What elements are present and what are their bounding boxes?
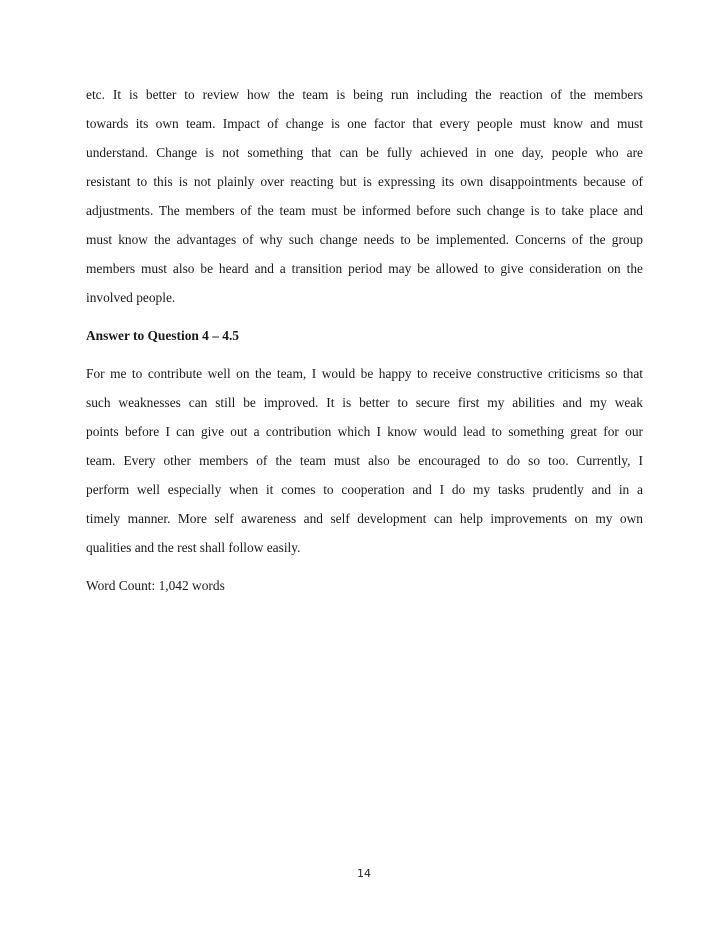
paragraph-line: team. Every other members of the team must also be encouraged to do so too. Currently, I [86, 453, 643, 468]
paragraph-line: towards its own team. Impact of change is one factor that every people must know and must [86, 116, 643, 131]
document-body [86, 80, 643, 600]
paragraph-line: involved people. [86, 290, 176, 305]
paragraph-line: timely manner. More self awareness and self development can help improvements on my own [86, 511, 643, 526]
paragraph-line: adjustments. The members of the team must be informed before such change is to take place and [86, 203, 643, 218]
paragraph-line: etc. It is better to review how the team is being run including the reaction of the members [86, 87, 643, 102]
paragraph-line: must know the advantages of why such change needs to be implemented. Concerns of the group [86, 232, 643, 247]
paragraph-change-management [86, 80, 643, 312]
word-count: Word Count: 1,042 words [86, 578, 225, 593]
paragraph-line: perform well especially when it comes to cooperation and I do my tasks prudently and in a [86, 482, 643, 497]
paragraph-line: qualities and the rest shall follow easily. [86, 540, 301, 555]
paragraph-answer [86, 359, 643, 562]
paragraph-line: such weaknesses can still be improved. It is better to secure first my abilities and my weak [86, 395, 643, 410]
paragraph-line: members must also be heard and a transition period may be allowed to give consideration on the [86, 261, 643, 276]
page-number: 14 [357, 867, 371, 880]
section-heading: Answer to Question 4 – 4.5 [86, 328, 240, 343]
paragraph-line: For me to contribute well on the team, I would be happy to receive constructive criticisms so that [86, 366, 643, 381]
paragraph-line: understand. Change is not something that can be fully achieved in one day, people who are [86, 145, 643, 160]
paragraph-line: points before I can give out a contribution which I know would lead to something great for our [86, 424, 643, 439]
paragraph-line: resistant to this is not plainly over reacting but is expressing its own disappointments because of [86, 174, 643, 189]
